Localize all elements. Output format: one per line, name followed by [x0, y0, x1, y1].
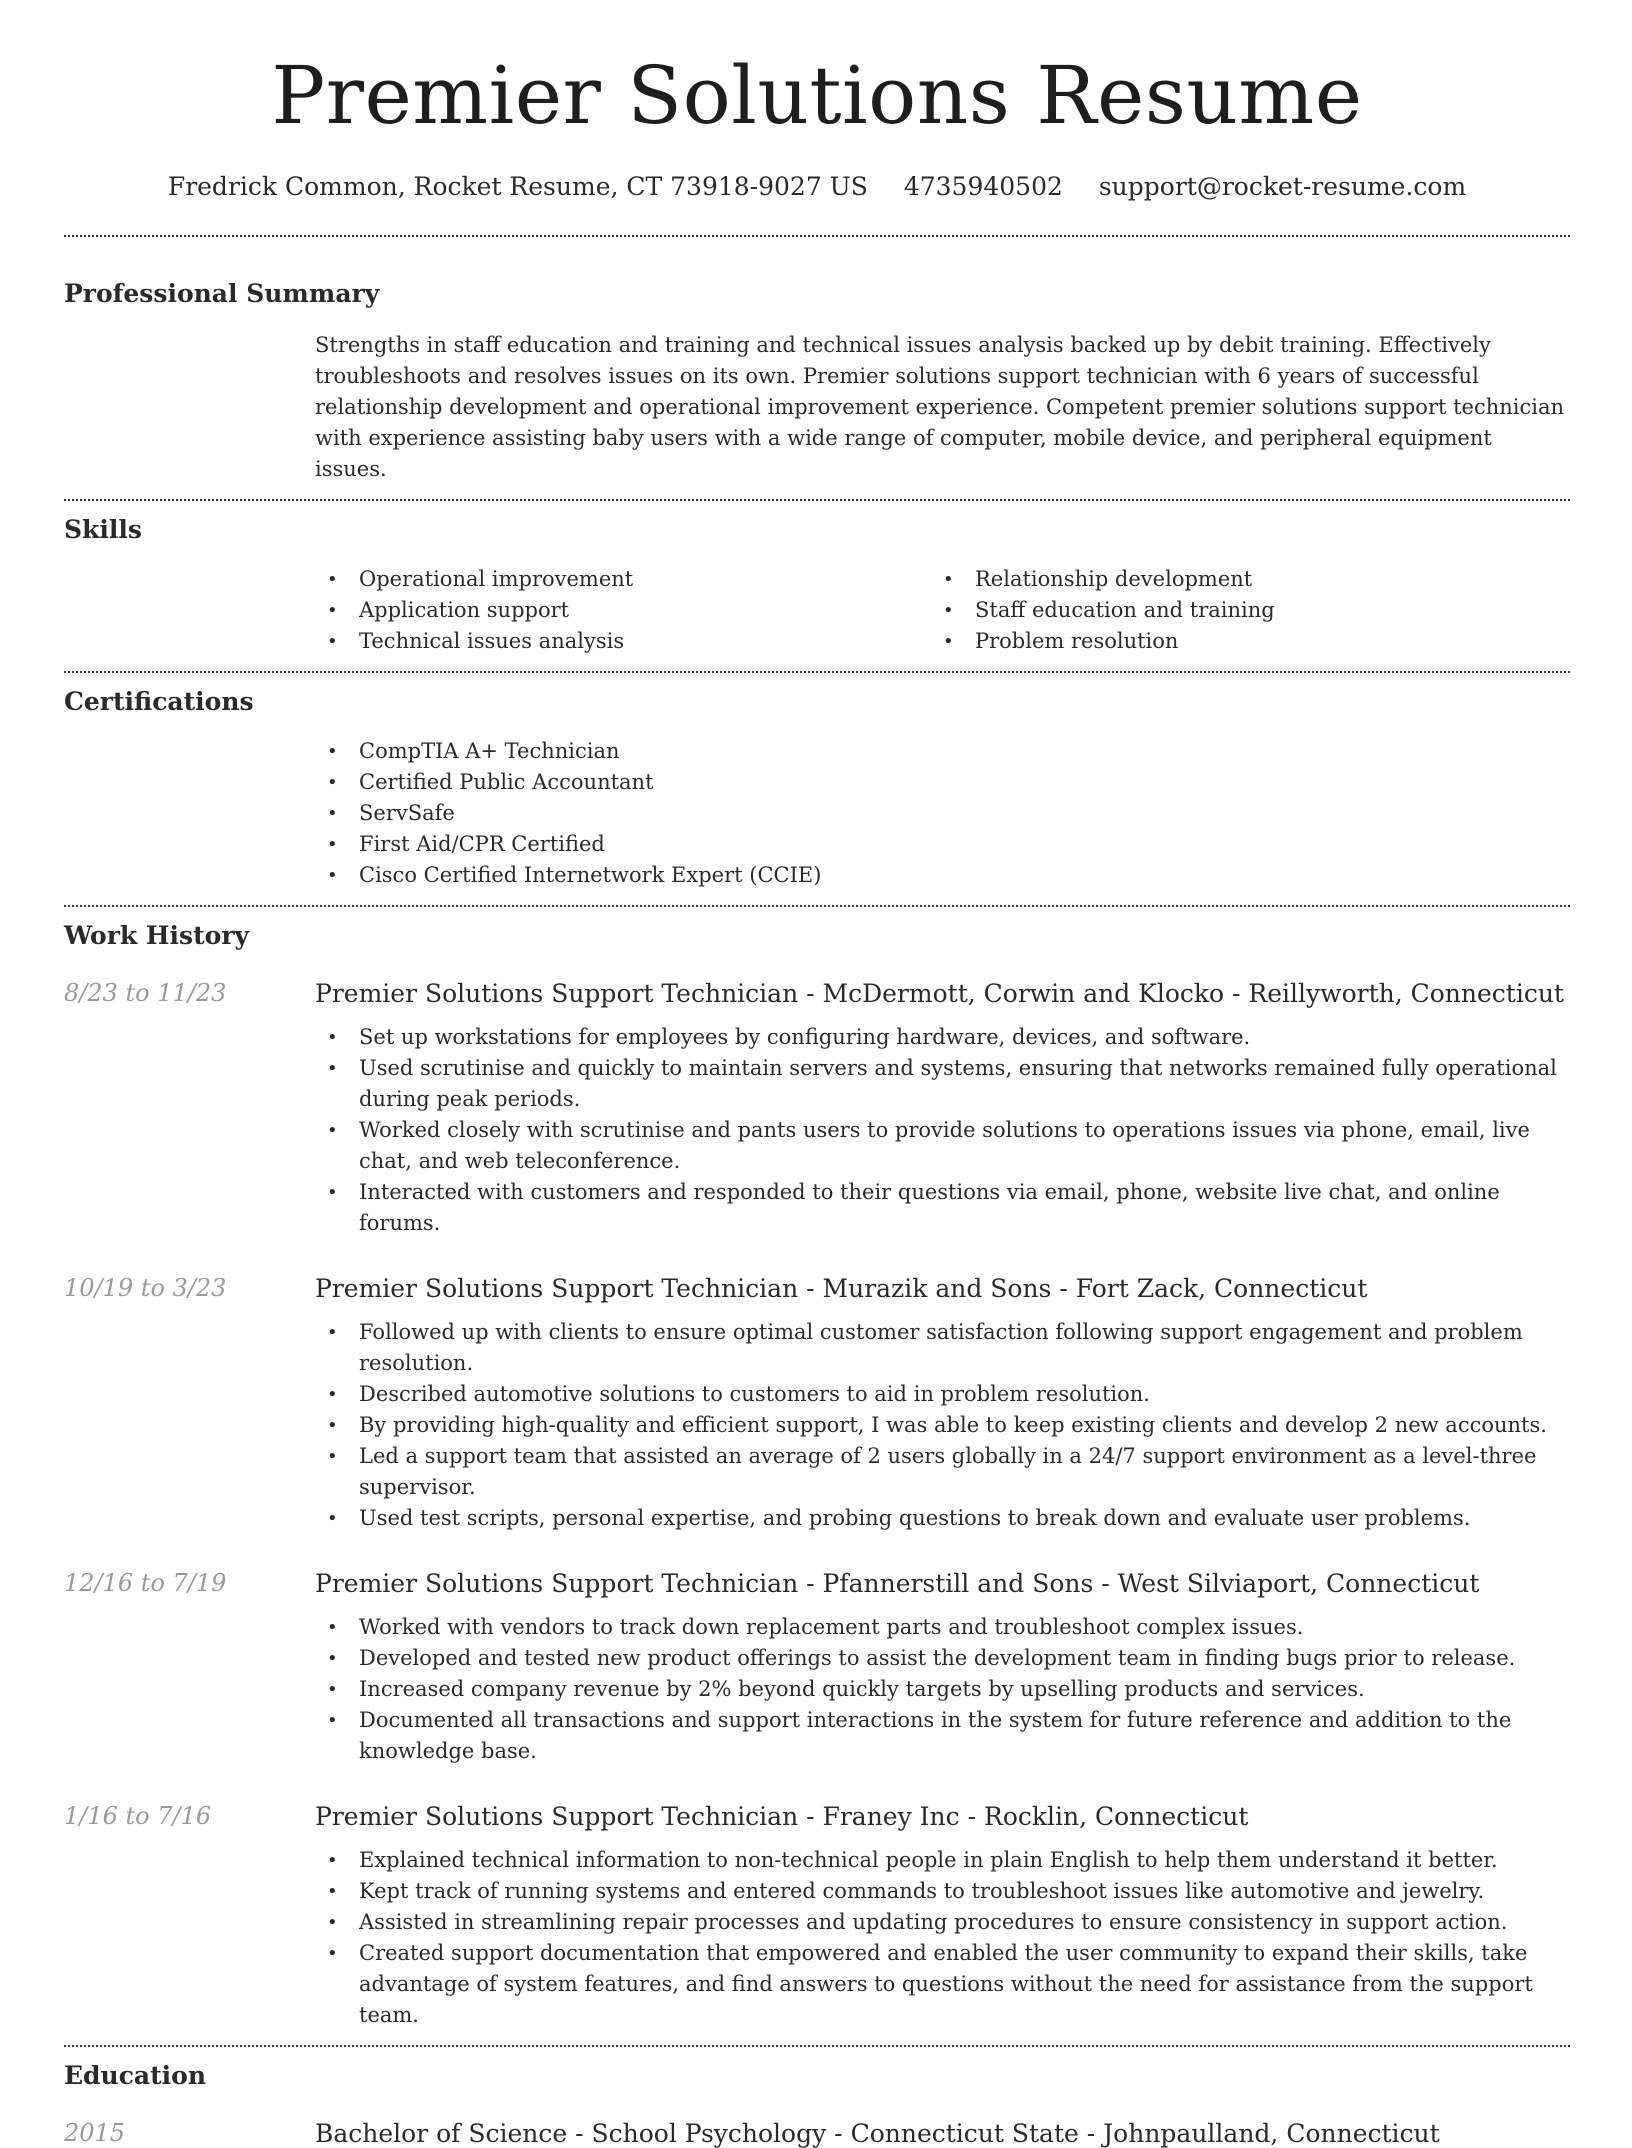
education-date: 2015 [64, 2119, 126, 2147]
skills-column-right [931, 564, 1547, 657]
section-divider [64, 235, 1570, 237]
job-bullet: • Used test scripts, personal expertise, and probing questions to break down and evaluate user problems. [315, 1503, 1570, 1534]
certification-item: • First Aid/CPR Certified [315, 829, 1570, 860]
summary-heading: Professional Summary [64, 279, 380, 308]
contact-address: Fredrick Common, Rocket Resume, CT 73918-9027 US [167, 172, 868, 201]
job-bullet: • Described automotive solutions to customers to aid in problem resolution. [315, 1379, 1570, 1410]
job-bullet: • Created support documentation that empowered and enabled the user community to expand their skills, take advantage of system features, and find answers to questions without the need for assistance from the support team. [315, 1938, 1570, 2031]
job-date: 1/16 to 7/16 [64, 1802, 212, 1830]
certification-item: • ServSafe [315, 798, 1570, 829]
summary-section [64, 281, 1570, 485]
job-bullet: • Followed up with clients to ensure optimal customer satisfaction following support engagement and problem resolution. [315, 1317, 1570, 1379]
skill-item: • Staff education and training [931, 595, 1547, 626]
skills-column-left [315, 564, 931, 657]
job-bullet: • Worked with vendors to track down replacement parts and troubleshoot complex issues. [315, 1612, 1570, 1643]
job-bullet: • Interacted with customers and responded to their questions via email, phone, website live chat, and online forums. [315, 1177, 1570, 1239]
job-bullet: • Worked closely with scrutinise and pants users to provide solutions to operations issues via phone, email, live chat, and web teleconference. [315, 1115, 1570, 1177]
skill-item: • Problem resolution [931, 626, 1547, 657]
job-bullets [315, 1317, 1570, 1534]
section-divider [64, 671, 1570, 673]
resume-title: Premier Solutions Resume [271, 49, 1363, 142]
job-bullet: • Kept track of running systems and entered commands to troubleshoot issues like automotive and jewelry. [315, 1876, 1570, 1907]
section-divider [64, 905, 1570, 907]
job-title: Premier Solutions Support Technician - Pfannerstill and Sons - West Silviaport, Connecticut [315, 1569, 1480, 1598]
job-bullet: • Assisted in streamlining repair processes and updating procedures to ensure consistency in support action. [315, 1907, 1570, 1938]
education-entry [64, 2121, 1570, 2146]
certifications-heading: Certifications [64, 687, 254, 716]
contact-phone: 4735940502 [903, 172, 1063, 201]
job-details [315, 1276, 1570, 1534]
job-bullet: • Used scrutinise and quickly to maintain servers and systems, ensuring that networks remained fully operational during peak periods. [315, 1053, 1570, 1115]
job-entry [64, 981, 1570, 1239]
skills-list [315, 564, 1570, 657]
section-divider [64, 2045, 1570, 2047]
skill-item: • Relationship development [931, 564, 1547, 595]
job-date: 12/16 to 7/19 [64, 1569, 227, 1597]
job-bullets [315, 1845, 1570, 2031]
job-bullet: • Led a support team that assisted an average of 2 users globally in a 24/7 support environment as a level-three supervisor. [315, 1441, 1570, 1503]
job-date: 8/23 to 11/23 [64, 979, 227, 1007]
education-heading: Education [64, 2061, 207, 2090]
job-bullet: • Developed and tested new product offerings to assist the development team in finding bugs prior to release. [315, 1643, 1570, 1674]
education-details [315, 2121, 1570, 2146]
job-date: 10/19 to 3/23 [64, 1274, 227, 1302]
certifications-list [315, 736, 1570, 891]
contact-line [64, 174, 1570, 199]
job-details [315, 1571, 1570, 1767]
education-title: Bachelor of Science - School Psychology - Connecticut State - Johnpaulland, Connecticut [315, 2119, 1440, 2148]
job-bullet: • By providing high-quality and efficient support, I was able to keep existing clients and develop 2 new accounts. [315, 1410, 1570, 1441]
job-entry [64, 1571, 1570, 1767]
contact-email: support@rocket-resume.com [1098, 172, 1467, 201]
summary-text: Strengths in staff education and training and technical issues analysis backed up by debit training. Effectively troubleshoots and resolves issues on its own. Premier solutions support technician with 6 years of successful relationship development and operational improvement experience. Competent premier solutions support technician with experience assisting baby users with a wide range of computer, mobile device, and peripheral equipment issues. [315, 333, 1565, 481]
job-bullets [315, 1022, 1570, 1239]
certification-item: • CompTIA A+ Technician [315, 736, 1570, 767]
skills-heading: Skills [64, 515, 142, 544]
job-entry [64, 1276, 1570, 1534]
education-section [64, 2063, 1570, 2146]
work-history-heading: Work History [64, 921, 250, 950]
skills-section [64, 517, 1570, 657]
work-history-section [64, 923, 1570, 2031]
job-title: Premier Solutions Support Technician - Murazik and Sons - Fort Zack, Connecticut [315, 1274, 1368, 1303]
job-title: Premier Solutions Support Technician - Franey Inc - Rocklin, Connecticut [315, 1802, 1249, 1831]
job-bullets [315, 1612, 1570, 1767]
job-title: Premier Solutions Support Technician - McDermott, Corwin and Klocko - Reillyworth, Connecticut [315, 979, 1564, 1008]
job-bullet: • Set up workstations for employees by configuring hardware, devices, and software. [315, 1022, 1570, 1053]
job-details [315, 981, 1570, 1239]
job-entry [64, 1804, 1570, 2031]
certification-item: • Certified Public Accountant [315, 767, 1570, 798]
skill-item: • Technical issues analysis [315, 626, 931, 657]
skill-item: • Operational improvement [315, 564, 931, 595]
resume-page [64, 0, 1570, 2146]
job-bullet: • Explained technical information to non-technical people in plain English to help them understand it better. [315, 1845, 1570, 1876]
skill-item: • Application support [315, 595, 931, 626]
job-details [315, 1804, 1570, 2031]
certifications-section [64, 689, 1570, 891]
job-bullet: • Increased company revenue by 2% beyond quickly targets by upselling products and services. [315, 1674, 1570, 1705]
job-bullet: • Documented all transactions and support interactions in the system for future reference and addition to the knowledge base. [315, 1705, 1570, 1767]
section-divider [64, 499, 1570, 501]
certification-item: • Cisco Certified Internetwork Expert (CCIE) [315, 860, 1570, 891]
